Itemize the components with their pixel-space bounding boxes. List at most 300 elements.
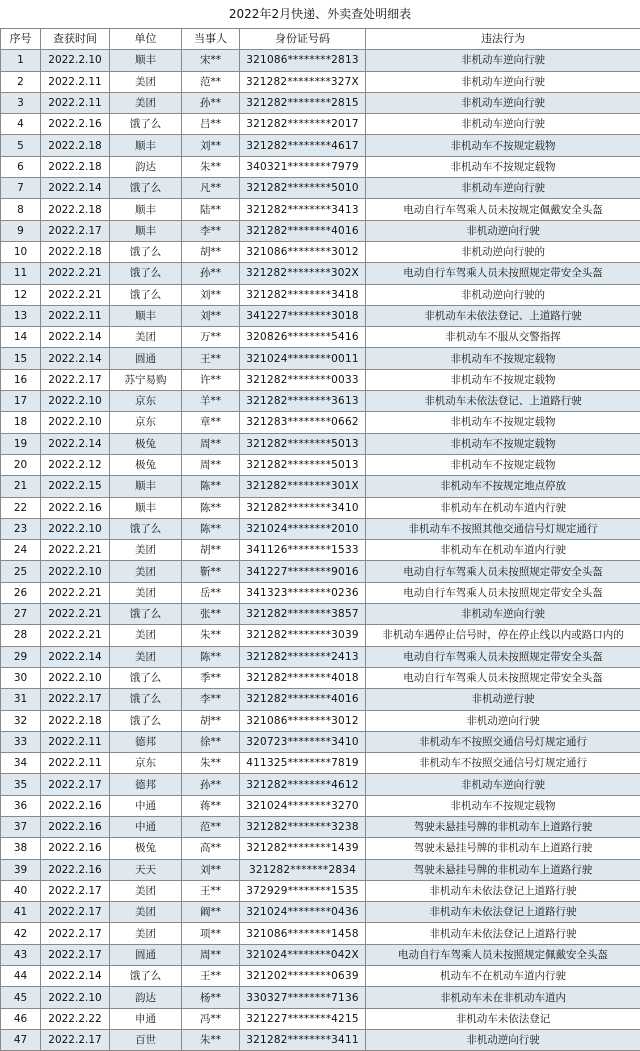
cell-person: 张** (182, 604, 240, 625)
cell-id-number: 321282********3857 (240, 604, 366, 625)
table-row (1, 454, 640, 475)
cell-index: 7 (1, 178, 41, 199)
cell-company: 顺丰 (110, 50, 182, 71)
table-row (1, 966, 640, 987)
cell-date: 2022.2.16 (41, 497, 110, 518)
cell-id-number: 321282*******2834 (240, 859, 366, 880)
cell-id-number: 321282********4018 (240, 667, 366, 688)
cell-violation: 非机动车未依法登记 (366, 1008, 640, 1029)
cell-index: 29 (1, 646, 41, 667)
cell-index: 30 (1, 667, 41, 688)
cell-date: 2022.2.18 (41, 710, 110, 731)
cell-date: 2022.2.11 (41, 731, 110, 752)
cell-index: 38 (1, 838, 41, 859)
cell-date: 2022.2.10 (41, 667, 110, 688)
table-row (1, 838, 640, 859)
cell-violation: 非机动车未依法登记上道路行驶 (366, 902, 640, 923)
cell-person: 范** (182, 816, 240, 837)
cell-date: 2022.2.17 (41, 880, 110, 901)
cell-person: 朱** (182, 753, 240, 774)
cell-violation: 非机动车遇停止信号时，停在停止线以内或路口内的 (366, 625, 640, 646)
cell-violation: 电动自行车驾乘人员未按照规定带安全头盔 (366, 646, 640, 667)
table-row (1, 774, 640, 795)
cell-date: 2022.2.17 (41, 220, 110, 241)
cell-company: 京东 (110, 412, 182, 433)
cell-company: 饿了么 (110, 263, 182, 284)
cell-violation: 非机动车在机动车道内行驶 (366, 497, 640, 518)
header-company: 单位 (110, 29, 182, 50)
cell-person: 孙** (182, 774, 240, 795)
cell-person: 高** (182, 838, 240, 859)
cell-company: 美团 (110, 646, 182, 667)
cell-index: 10 (1, 241, 41, 262)
cell-company: 极兔 (110, 838, 182, 859)
cell-id-number: 321202********0639 (240, 966, 366, 987)
cell-date: 2022.2.21 (41, 582, 110, 603)
cell-id-number: 372929********1535 (240, 880, 366, 901)
cell-person: 王** (182, 348, 240, 369)
cell-date: 2022.2.17 (41, 923, 110, 944)
cell-id-number: 321282********0033 (240, 369, 366, 390)
table-row (1, 667, 640, 688)
cell-company: 中通 (110, 795, 182, 816)
cell-person: 李** (182, 220, 240, 241)
cell-date: 2022.2.11 (41, 305, 110, 326)
table-row (1, 540, 640, 561)
cell-id-number: 321282********2815 (240, 92, 366, 113)
table-row (1, 923, 640, 944)
cell-date: 2022.2.10 (41, 391, 110, 412)
cell-violation: 非机动逆行驶 (366, 689, 640, 710)
cell-person: 孙** (182, 263, 240, 284)
table-row (1, 50, 640, 71)
cell-id-number: 321282********5010 (240, 178, 366, 199)
cell-date: 2022.2.16 (41, 816, 110, 837)
cell-violation: 电动自行车驾乘人员未按照规定带安全头盔 (366, 582, 640, 603)
cell-violation: 非机动车未依法登记、上道路行驶 (366, 305, 640, 326)
cell-id-number: 321024********2010 (240, 518, 366, 539)
table-row (1, 284, 640, 305)
cell-id-number: 321086********2813 (240, 50, 366, 71)
header-person: 当事人 (182, 29, 240, 50)
cell-violation: 非机动逆向行驶 (366, 710, 640, 731)
table-row (1, 220, 640, 241)
cell-company: 饿了么 (110, 518, 182, 539)
cell-violation: 非机动逆向行驶 (366, 220, 640, 241)
cell-violation: 非机动车不服从交警指挥 (366, 327, 640, 348)
table-row (1, 987, 640, 1008)
cell-violation: 非机动车逆向行驶 (366, 774, 640, 795)
cell-index: 39 (1, 859, 41, 880)
cell-violation: 非机动逆向行驶 (366, 1029, 640, 1050)
cell-violation: 电动自行车驾乘人员未按规定佩戴安全头盔 (366, 199, 640, 220)
cell-index: 24 (1, 540, 41, 561)
cell-index: 36 (1, 795, 41, 816)
cell-index: 9 (1, 220, 41, 241)
cell-index: 23 (1, 518, 41, 539)
table-row (1, 114, 640, 135)
cell-violation: 非机动车未在非机动车道内 (366, 987, 640, 1008)
cell-person: 朱** (182, 625, 240, 646)
cell-id-number: 321282********4612 (240, 774, 366, 795)
cell-index: 19 (1, 433, 41, 454)
cell-company: 美团 (110, 902, 182, 923)
cell-id-number: 321086********3012 (240, 710, 366, 731)
cell-index: 16 (1, 369, 41, 390)
cell-index: 8 (1, 199, 41, 220)
cell-id-number: 341323********0236 (240, 582, 366, 603)
cell-company: 美团 (110, 880, 182, 901)
cell-index: 33 (1, 731, 41, 752)
cell-index: 43 (1, 944, 41, 965)
cell-id-number: 321282********327X (240, 71, 366, 92)
cell-index: 26 (1, 582, 41, 603)
cell-date: 2022.2.21 (41, 625, 110, 646)
table-title: 2022年2月快递、外卖查处明细表 (0, 0, 640, 28)
cell-id-number: 321024********0011 (240, 348, 366, 369)
cell-person: 蒋** (182, 795, 240, 816)
cell-date: 2022.2.11 (41, 92, 110, 113)
cell-person: 范** (182, 71, 240, 92)
cell-company: 圆通 (110, 348, 182, 369)
cell-id-number: 341227********9016 (240, 561, 366, 582)
cell-index: 28 (1, 625, 41, 646)
table-row (1, 625, 640, 646)
cell-id-number: 320826********5416 (240, 327, 366, 348)
cell-violation: 非机动车未依法登记、上道路行驶 (366, 391, 640, 412)
cell-violation: 驾驶未悬挂号牌的非机动车上道路行驶 (366, 816, 640, 837)
cell-date: 2022.2.18 (41, 199, 110, 220)
cell-id-number: 321282********2413 (240, 646, 366, 667)
cell-index: 45 (1, 987, 41, 1008)
cell-person: 陈** (182, 497, 240, 518)
cell-index: 25 (1, 561, 41, 582)
cell-date: 2022.2.14 (41, 966, 110, 987)
table-row (1, 859, 640, 880)
cell-violation: 非机动车不按规定载物 (366, 369, 640, 390)
table-row (1, 795, 640, 816)
cell-violation: 非机动车不按规定载物 (366, 348, 640, 369)
table-row (1, 561, 640, 582)
cell-date: 2022.2.14 (41, 646, 110, 667)
cell-person: 万** (182, 327, 240, 348)
cell-id-number: 321086********3012 (240, 241, 366, 262)
table-row (1, 135, 640, 156)
cell-index: 35 (1, 774, 41, 795)
table-row (1, 412, 640, 433)
cell-date: 2022.2.11 (41, 71, 110, 92)
cell-person: 宋** (182, 50, 240, 71)
header-id-number: 身份证号码 (240, 29, 366, 50)
cell-person: 陈** (182, 646, 240, 667)
cell-company: 饿了么 (110, 966, 182, 987)
cell-company: 美团 (110, 561, 182, 582)
cell-date: 2022.2.17 (41, 774, 110, 795)
cell-id-number: 321282********2017 (240, 114, 366, 135)
cell-date: 2022.2.16 (41, 795, 110, 816)
cell-person: 朱** (182, 1029, 240, 1050)
table-body (1, 50, 640, 1051)
cell-id-number: 321282********301X (240, 476, 366, 497)
cell-person: 胡** (182, 540, 240, 561)
table-row (1, 689, 640, 710)
cell-company: 美团 (110, 327, 182, 348)
cell-id-number: 321282********4617 (240, 135, 366, 156)
cell-company: 饿了么 (110, 667, 182, 688)
cell-date: 2022.2.17 (41, 944, 110, 965)
header-index: 序号 (1, 29, 41, 50)
cell-index: 21 (1, 476, 41, 497)
cell-company: 顺丰 (110, 135, 182, 156)
cell-index: 31 (1, 689, 41, 710)
table-row (1, 944, 640, 965)
cell-id-number: 321282********5013 (240, 454, 366, 475)
cell-person: 项** (182, 923, 240, 944)
cell-company: 极兔 (110, 433, 182, 454)
cell-person: 陈** (182, 476, 240, 497)
cell-company: 京东 (110, 753, 182, 774)
cell-company: 苏宁易购 (110, 369, 182, 390)
cell-person: 许** (182, 369, 240, 390)
cell-person: 王** (182, 880, 240, 901)
cell-violation: 非机动车逆向行驶 (366, 50, 640, 71)
cell-date: 2022.2.18 (41, 241, 110, 262)
cell-date: 2022.2.16 (41, 838, 110, 859)
cell-date: 2022.2.11 (41, 753, 110, 774)
cell-id-number: 321282********1439 (240, 838, 366, 859)
cell-date: 2022.2.21 (41, 604, 110, 625)
cell-id-number: 321282********4016 (240, 689, 366, 710)
cell-index: 4 (1, 114, 41, 135)
cell-id-number: 321282********4016 (240, 220, 366, 241)
cell-violation: 非机动车逆向行驶 (366, 604, 640, 625)
cell-id-number: 321086********1458 (240, 923, 366, 944)
cell-index: 2 (1, 71, 41, 92)
cell-person: 孙** (182, 92, 240, 113)
cell-id-number: 321282********3413 (240, 199, 366, 220)
cell-company: 德邦 (110, 774, 182, 795)
cell-index: 6 (1, 156, 41, 177)
cell-company: 饿了么 (110, 114, 182, 135)
cell-company: 美团 (110, 71, 182, 92)
cell-person: 凡** (182, 178, 240, 199)
cell-company: 饿了么 (110, 284, 182, 305)
table-row (1, 497, 640, 518)
cell-company: 百世 (110, 1029, 182, 1050)
cell-violation: 电动自行车驾乘人员未按照规定带安全头盔 (366, 561, 640, 582)
cell-company: 美团 (110, 625, 182, 646)
cell-date: 2022.2.16 (41, 114, 110, 135)
cell-index: 15 (1, 348, 41, 369)
cell-person: 靳** (182, 561, 240, 582)
cell-violation: 非机动车不按规定载物 (366, 454, 640, 475)
cell-company: 饿了么 (110, 241, 182, 262)
cell-person: 陈** (182, 518, 240, 539)
cell-index: 37 (1, 816, 41, 837)
cell-id-number: 321282********3411 (240, 1029, 366, 1050)
cell-violation: 电动自行车驾乘人员未按照规定带安全头盔 (366, 667, 640, 688)
cell-date: 2022.2.18 (41, 135, 110, 156)
cell-company: 顺丰 (110, 220, 182, 241)
cell-violation: 非机动逆向行驶的 (366, 284, 640, 305)
cell-company: 天天 (110, 859, 182, 880)
cell-index: 34 (1, 753, 41, 774)
cell-index: 12 (1, 284, 41, 305)
cell-index: 13 (1, 305, 41, 326)
cell-violation: 驾驶未悬挂号牌的非机动车上道路行驶 (366, 859, 640, 880)
cell-date: 2022.2.14 (41, 348, 110, 369)
cell-violation: 非机动车不按规定载物 (366, 156, 640, 177)
cell-person: 朱** (182, 156, 240, 177)
cell-id-number: 341126********1533 (240, 540, 366, 561)
cell-id-number: 321024********3270 (240, 795, 366, 816)
cell-violation: 非机动车不按规定载物 (366, 433, 640, 454)
cell-id-number: 341227********3018 (240, 305, 366, 326)
cell-index: 22 (1, 497, 41, 518)
cell-company: 极兔 (110, 454, 182, 475)
cell-violation: 非机动车不按照交通信号灯规定通行 (366, 753, 640, 774)
cell-violation: 非机动逆向行驶的 (366, 241, 640, 262)
cell-date: 2022.2.21 (41, 284, 110, 305)
cell-violation: 非机动车不按规定地点停放 (366, 476, 640, 497)
table-row (1, 1029, 640, 1050)
cell-id-number: 320723********3410 (240, 731, 366, 752)
cell-person: 李** (182, 689, 240, 710)
table-row (1, 156, 640, 177)
header-row (1, 29, 640, 50)
cell-person: 周** (182, 433, 240, 454)
cell-company: 韵达 (110, 156, 182, 177)
table-row (1, 433, 640, 454)
cell-date: 2022.2.14 (41, 327, 110, 348)
cell-id-number: 321282********3613 (240, 391, 366, 412)
cell-index: 47 (1, 1029, 41, 1050)
cell-violation: 非机动车不按规定载物 (366, 135, 640, 156)
cell-company: 中通 (110, 816, 182, 837)
cell-index: 5 (1, 135, 41, 156)
header-date: 查获时间 (41, 29, 110, 50)
cell-date: 2022.2.14 (41, 433, 110, 454)
cell-violation: 驾驶未悬挂号牌的非机动车上道路行驶 (366, 838, 640, 859)
cell-person: 胡** (182, 241, 240, 262)
cell-date: 2022.2.21 (41, 263, 110, 284)
cell-index: 44 (1, 966, 41, 987)
cell-index: 11 (1, 263, 41, 284)
cell-company: 饿了么 (110, 178, 182, 199)
cell-violation: 非机动车未依法登记上道路行驶 (366, 880, 640, 901)
cell-id-number: 321282********302X (240, 263, 366, 284)
cell-index: 41 (1, 902, 41, 923)
cell-id-number: 321282********3039 (240, 625, 366, 646)
cell-date: 2022.2.14 (41, 178, 110, 199)
cell-index: 1 (1, 50, 41, 71)
cell-date: 2022.2.21 (41, 540, 110, 561)
cell-id-number: 321282********3410 (240, 497, 366, 518)
table-row (1, 476, 640, 497)
cell-person: 季** (182, 667, 240, 688)
cell-person: 周** (182, 454, 240, 475)
cell-company: 京东 (110, 391, 182, 412)
table-row (1, 391, 640, 412)
table-row (1, 71, 640, 92)
cell-date: 2022.2.15 (41, 476, 110, 497)
cell-id-number: 411325********7819 (240, 753, 366, 774)
cell-id-number: 321024********042X (240, 944, 366, 965)
table-row (1, 348, 640, 369)
cell-index: 20 (1, 454, 41, 475)
cell-date: 2022.2.17 (41, 1029, 110, 1050)
cell-person: 陆** (182, 199, 240, 220)
cell-person: 刘** (182, 305, 240, 326)
table-row (1, 327, 640, 348)
cell-date: 2022.2.16 (41, 859, 110, 880)
table-row (1, 1008, 640, 1029)
cell-date: 2022.2.22 (41, 1008, 110, 1029)
cell-id-number: 330327********7136 (240, 987, 366, 1008)
table-row (1, 816, 640, 837)
cell-index: 32 (1, 710, 41, 731)
table-row (1, 263, 640, 284)
cell-id-number: 321283********0662 (240, 412, 366, 433)
cell-id-number: 321282********5013 (240, 433, 366, 454)
table-row (1, 646, 640, 667)
cell-company: 顺丰 (110, 497, 182, 518)
cell-index: 3 (1, 92, 41, 113)
cell-date: 2022.2.10 (41, 561, 110, 582)
table-row (1, 178, 640, 199)
table-row (1, 199, 640, 220)
cell-index: 46 (1, 1008, 41, 1029)
cell-violation: 非机动车未依法登记上道路行驶 (366, 923, 640, 944)
violations-table (0, 28, 640, 1051)
cell-company: 顺丰 (110, 199, 182, 220)
cell-violation: 非机动车在机动车道内行驶 (366, 540, 640, 561)
cell-date: 2022.2.17 (41, 902, 110, 923)
cell-date: 2022.2.17 (41, 369, 110, 390)
cell-company: 美团 (110, 540, 182, 561)
cell-person: 吕** (182, 114, 240, 135)
cell-date: 2022.2.10 (41, 412, 110, 433)
cell-date: 2022.2.12 (41, 454, 110, 475)
cell-violation: 电动自行车驾乘人员未按照规定带安全头盔 (366, 263, 640, 284)
cell-violation: 非机动车逆向行驶 (366, 114, 640, 135)
cell-violation: 非机动车逆向行驶 (366, 71, 640, 92)
cell-person: 刘** (182, 859, 240, 880)
cell-index: 27 (1, 604, 41, 625)
cell-person: 阚** (182, 902, 240, 923)
cell-company: 圆通 (110, 944, 182, 965)
cell-date: 2022.2.10 (41, 518, 110, 539)
cell-violation: 非机动车不按照其他交通信号灯规定通行 (366, 518, 640, 539)
cell-person: 刘** (182, 135, 240, 156)
table-row (1, 241, 640, 262)
cell-index: 18 (1, 412, 41, 433)
cell-violation: 非机动车逆向行驶 (366, 178, 640, 199)
cell-person: 羊** (182, 391, 240, 412)
cell-id-number: 340321********7979 (240, 156, 366, 177)
cell-company: 德邦 (110, 731, 182, 752)
cell-company: 饿了么 (110, 710, 182, 731)
table-row (1, 731, 640, 752)
cell-person: 王** (182, 966, 240, 987)
cell-company: 饿了么 (110, 604, 182, 625)
table-row (1, 880, 640, 901)
cell-person: 刘** (182, 284, 240, 305)
cell-id-number: 321227********4215 (240, 1008, 366, 1029)
cell-violation: 非机动车不按规定载物 (366, 795, 640, 816)
cell-violation: 电动自行车驾乘人员未按照规定佩戴安全头盔 (366, 944, 640, 965)
cell-violation: 非机动车逆向行驶 (366, 92, 640, 113)
